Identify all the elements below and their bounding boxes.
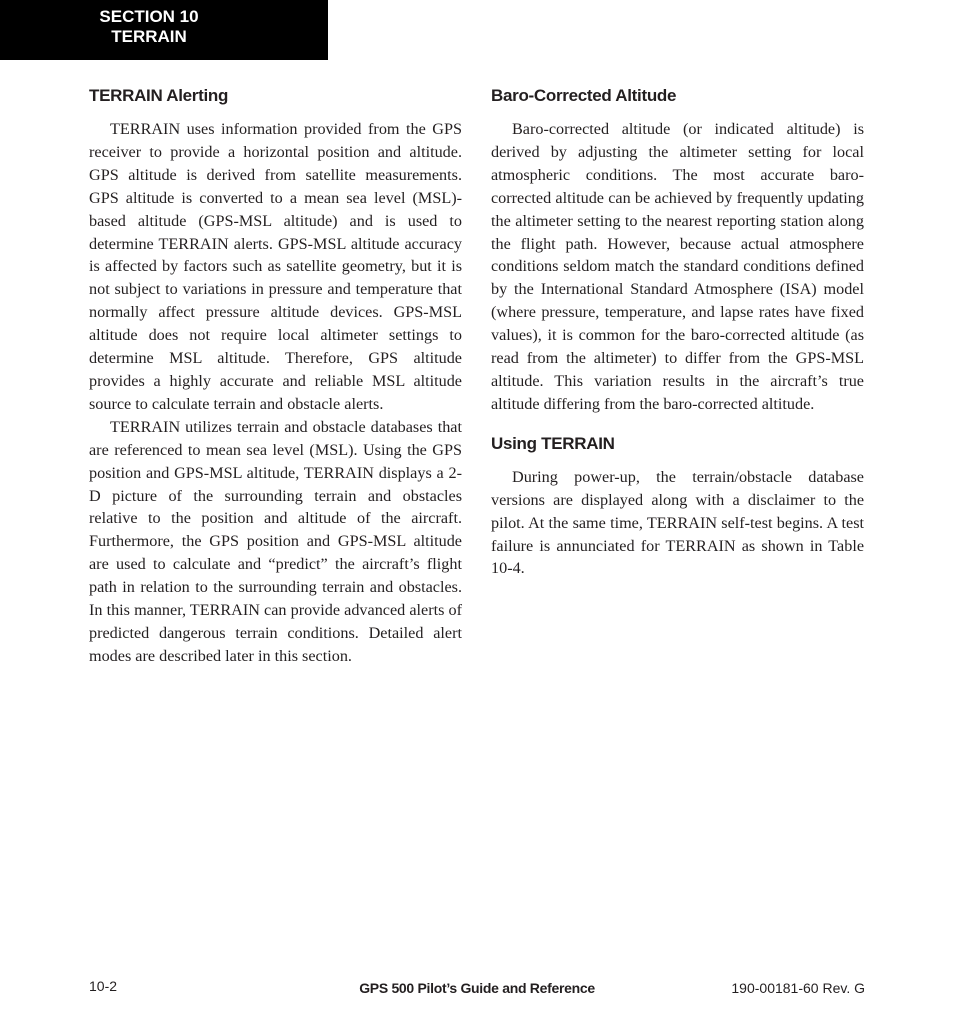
heading-terrain-alerting: TERRAIN Alerting	[89, 86, 229, 105]
page-footer	[89, 978, 865, 1000]
right-column	[491, 84, 864, 580]
paragraph-terrain-alerting-1: TERRAIN uses information provided from the GPS receiver to provide a horizontal position and altitude. GPS altitude is derived from satellite measurements. GPS altitude is converted to a mean sea level (MSL)-based altitude (GPS-MSL altitude) and is used to determine TERRAIN alerts. GPS-MSL altitude accuracy is affected by factors such as satellite geometry, but it is not subject to variations in pressure and temperature that normally affect pressure altitude devices. GPS-MSL altitude does not require local altimeter settings to determine MSL altitude. Therefore, GPS altitude provides a highly accurate and reliable MSL altitude source to calculate terrain and obstacle alerts.	[89, 120, 462, 413]
paragraph-baro-corrected-altitude: Baro-corrected altitude (or indicated altitude) is derived by adjusting the altimeter setting for local atmospheric conditions. The most accurate baro-corrected altitude can be achieved by frequently updating the altimeter setting to the nearest reporting station along the flight path. However, because actual atmosphere conditions seldom match the standard conditions defined by the International Standard Atmosphere (ISA) model (where pressure, temperature, and lapse rates have fixed values), it is common for the baro-corrected altitude (as read from the altimeter) to differ from the GPS-MSL altitude. This variation results in the aircraft’s true altitude differing from the baro-corrected altitude.	[491, 120, 864, 413]
section-number: SECTION 10	[99, 7, 199, 26]
paragraph-using-terrain: During power-up, the terrain/obstacle database versions are displayed along with a disclaimer to the pilot. At the same time, TERRAIN self-test begins. A test failure is annunciated for TERRAIN as shown in Table 10-4.	[491, 467, 864, 578]
section-name: TERRAIN	[111, 27, 187, 46]
page-number: 10-2	[89, 978, 118, 994]
guide-title: GPS 500 Pilot’s Guide and Reference	[359, 980, 595, 996]
heading-baro-corrected-altitude: Baro-Corrected Altitude	[491, 86, 677, 105]
left-column	[89, 84, 462, 668]
section-tab	[0, 0, 328, 60]
heading-using-terrain: Using TERRAIN	[491, 433, 615, 453]
document-number: 190-00181-60 Rev. G	[731, 980, 865, 996]
paragraph-terrain-alerting-2: TERRAIN utilizes terrain and obstacle databases that are referenced to mean sea level (MSL). Using the GPS position and GPS-MSL altitude, TERRAIN displays a 2-D picture of the surrounding terrain and obstacles relative to the position and altitude of the aircraft. Furthermore, the GPS position and GPS-MSL altitude are used to calculate and “predict” the aircraft’s flight path in relation to the surrounding terrain and obstacles. In this manner, TERRAIN can provide advanced alerts of predicted dangerous terrain conditions. Detailed alert modes are described later in this section.	[89, 417, 462, 665]
